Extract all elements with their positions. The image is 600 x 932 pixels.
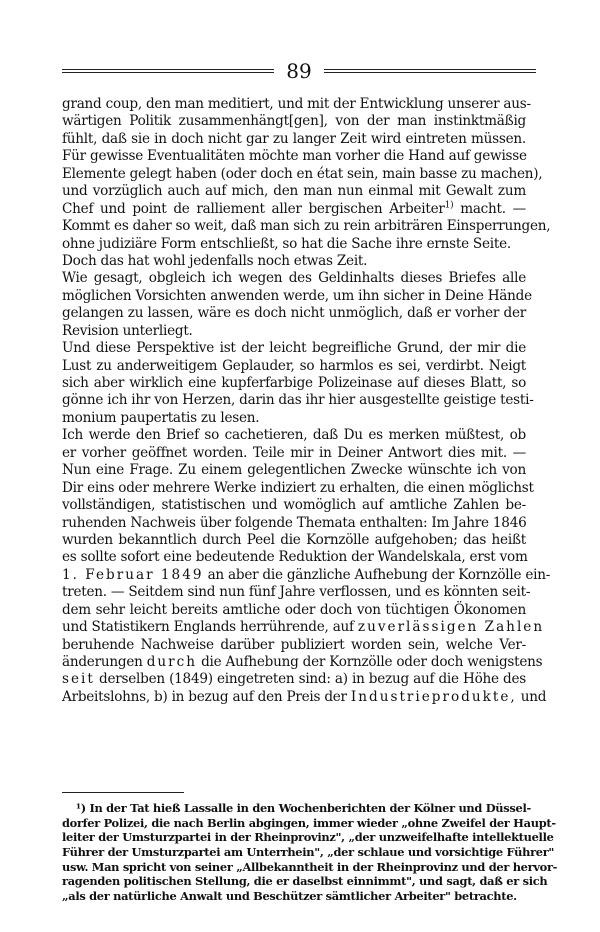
text-line [62, 619, 545, 636]
text-segment: und Statistikern Englands herrührende, auf [62, 619, 354, 636]
text-segment: Arbeitslohns, b) in bezug auf den Preis der [62, 688, 347, 705]
main-text [62, 96, 551, 706]
footnote-line [62, 801, 531, 816]
footnotes [62, 801, 558, 904]
text-line: sich aber wirklich eine kupferfarbige Polizeinase auf dieses Blatt, so [62, 375, 526, 391]
footnote-line: usw. Man spricht von seiner „Allbekanntheit in der Rheinprovinz und der hervor- [62, 859, 558, 874]
text-line: Elemente gelegt haben (oder doch en état sein, main basse zu machen), [62, 165, 543, 182]
text-segment: Chef und point de ralliement aller bergischen Arbeiter [62, 200, 445, 217]
footnote-line: leiter der Umsturzpartei in der Rheinprovinz", „der unzweifelhafte intellektuelle [62, 830, 554, 845]
text-line: möglichen Vorsichten anwenden werde, um ihn sicher in Deine Hände [62, 287, 532, 304]
text-line [62, 566, 551, 584]
text-line: gönne ich ihr von Herzen, darin das ihr hier ausgestellte geistige testi- [62, 392, 534, 409]
text-line: Dir eins oder mehrere Werke indiziert zu erhalten, die einen möglichst [62, 479, 534, 496]
spaced-text: durch [146, 654, 198, 670]
text-line: vollständigen, statistischen und womöglich auf amtliche Zahlen be- [62, 497, 526, 514]
footnote-line: „als der natürliche Anwalt und Beschützer sämtlicher Arbeiter" betrachte. [62, 889, 517, 904]
text-line: grand coup, den man meditiert, und mit der Entwicklung unserer aus- [62, 96, 531, 112]
page-header [62, 60, 536, 82]
text-line: es sollte sofort eine bedeutende Reduktion der Wandelskala, erst vom [62, 549, 528, 566]
text-segment: In der Tat hieß Lassalle in den Wochenberichten der Kölner und Düssel- [89, 801, 531, 815]
text-line: ohne judiziäre Form entschließt, so hat die Sache ihre ernste Seite. [62, 235, 511, 252]
text-line: Lust zu anderweitigem Geplauder, so harmlos es sei, verdirbt. Neigt [62, 357, 526, 374]
text-line: er vorher geöffnet worden. Teile mir in Deiner Antwort dies mit. — [62, 444, 526, 461]
text-line: Und diese Perspektive ist der leicht begreifliche Grund, der mir die [62, 340, 526, 357]
text-line: wärtigen Politik zusammenhängt[gen], von der man instinktmäßig [62, 113, 526, 130]
footnote-line: ragenden politischen Stellung, die er daselbst einnimmt", und sagt, daß er sich [62, 874, 548, 889]
text-line: wurden bekanntlich durch Peel die Kornzölle aufgehoben; das heißt [62, 531, 526, 548]
text-segment: die Aufhebung der Kornzölle oder doch wenigstens [201, 654, 543, 670]
text-line [62, 201, 526, 218]
text-line: Wie gesagt, obgleich ich wegen des Geldinhalts dieses Briefes alle [62, 270, 526, 287]
footnote-reference: 1) [444, 200, 454, 211]
header-rule-left [62, 69, 274, 73]
text-segment: änderungen [62, 654, 143, 670]
text-line [62, 671, 526, 688]
text-line: Kommt es daher so weit, daß man sich zu rein arbiträren Einsperrungen, [62, 218, 551, 235]
text-segment: derselben (1849) eingetreten sind: a) in bezug auf die Höhe des [99, 671, 526, 688]
spaced-text: 1. Februar 1849 [62, 566, 204, 583]
spaced-text: Industrieprodukte, [350, 688, 517, 705]
text-line: Nun eine Frage. Zu einem gelegentlichen Zwecke wünschte ich von [62, 462, 526, 479]
text-line: Doch das hat wohl jedenfalls noch etwas Zeit. [62, 252, 368, 269]
text-line: monium paupertatis zu lesen. [62, 409, 260, 426]
text-line [62, 688, 547, 706]
text-line: gelangen zu lassen, wäre es doch nicht unmöglich, daß er vorher der [62, 305, 526, 322]
text-line: beruhende Nachweise darüber publiziert worden sein, welche Ver- [62, 636, 526, 653]
text-line: dem sehr leicht bereits amtliche oder doch von tüchtigen Ökonomen [62, 601, 526, 618]
header-rule-right [324, 69, 536, 73]
footnote-line: dorfer Polizei, die nach Berlin abgingen, immer wieder „ohne Zweifel der Haupt- [62, 815, 556, 830]
text-line: und vorzüglich auch auf mich, den man nun einmal mit Gewalt zum [62, 183, 526, 200]
page-number: 89 [286, 59, 312, 83]
footnote-marker: ¹) [76, 801, 86, 815]
text-segment: und [520, 688, 547, 705]
text-line: Ich werde den Brief so cachetieren, daß Du es merken müßtest, ob [62, 427, 526, 444]
text-line: Für gewisse Eventualitäten möchte man vorher die Hand auf gewisse [62, 148, 527, 165]
spaced-text: seit [62, 671, 95, 688]
footnote-divider [62, 792, 184, 793]
text-line: Revision unterliegt. [62, 322, 193, 339]
spaced-text: zuverlässigen Zahlen [357, 619, 545, 636]
text-line: ruhenden Nachweis über folgende Themata enthalten: Im Jahre 1846 [62, 514, 527, 531]
text-line [62, 654, 543, 671]
text-line: fühlt, daß sie in doch nicht gar zu langer Zeit wird eintreten müssen. [62, 130, 526, 147]
text-line: treten. — Seitdem sind nun fünf Jahre verflossen, und es könnten seit- [62, 584, 531, 601]
footnote-line: Führer der Umsturzpartei am Unterrhein", „der schlaue und vorsichtige Führer" [62, 845, 555, 860]
text-segment: an aber die gänzliche Aufhebung der Kornzölle ein- [207, 566, 551, 583]
text-segment: macht. — [460, 200, 526, 217]
